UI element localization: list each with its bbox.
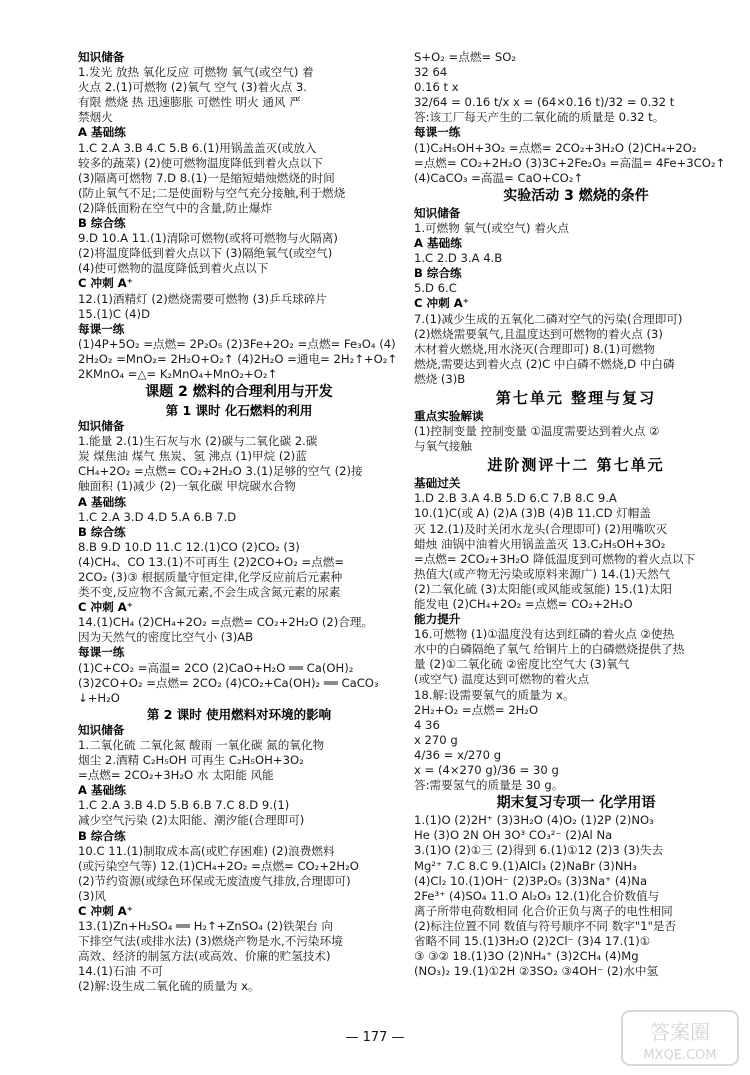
subsection-label: C 冲刺 A⁺: [414, 296, 469, 311]
answer-line: 2Fe³⁺ (4)SO₄ 11.O Al₂O₃ 12.(1)化合价数值与: [414, 888, 660, 903]
answer-line: 1.二氧化硫 二氧化氮 酸雨 一氧化碳 氮的氧化物: [78, 737, 325, 752]
answer-line: 2KMnO₄ =△= K₂MnO₄+MnO₂+O₂↑: [78, 366, 278, 381]
answer-line: 2H₂+O₂ =点燃= 2H₂O: [414, 702, 539, 717]
answer-line: 火点 2.(1)可燃物 (2)氧气 空气 (3)着火点 3.: [78, 80, 307, 95]
subsection-label: 每课一练: [414, 125, 461, 140]
subsection-label: A 基础练: [78, 125, 126, 140]
answer-line: (或空气) 温度达到可燃物的着火点: [414, 672, 590, 687]
answer-line: He (3)O 2N OH 3O³ CO₃²⁻ (2)Al Na: [414, 828, 613, 843]
answer-line: ↓+H₂O: [78, 690, 120, 705]
answer-line: (4)CaCO₃ =高温= CaO+CO₂↑: [414, 170, 584, 185]
answer-line: 15.(1)C (4)D: [78, 306, 150, 321]
answer-line: 下排空气法(或排水法) (3)燃烧产物是水,不污染环境: [78, 934, 343, 949]
answer-line: 2H₂O₂ =MnO₂= 2H₂O+O₂↑ (4)2H₂O =通电= 2H₂↑+O₂↑: [78, 351, 398, 366]
answer-line: (1)C₂H₅OH+3O₂ =点燃= 2CO₂+3H₂O (2)CH₄+2O₂: [414, 140, 697, 155]
answer-line: (NO₃)₂ 19.(1)①2H ②3SO₂ ③4OH⁻ (2)水中氢: [414, 964, 659, 979]
answer-line: 32 64: [414, 65, 448, 80]
answer-line: 量 (2)①二氧化硫 ②密度比空气大 (3)氧气: [414, 657, 630, 672]
unit-heading: 进阶测评十二 第七单元: [487, 456, 665, 475]
answer-line: 答:该工厂每天产生的二氧化硫的质量是 0.32 t。: [414, 110, 665, 125]
answer-line: Mg²⁺ 7.C 8.C 9.(1)AlCl₃ (2)NaBr (3)NH₃: [414, 858, 637, 873]
answer-line: =点燃= 2CO₂+3H₂O 降低温度到可燃物的着火点以下: [414, 551, 696, 566]
answer-line: (或污染空气等) 12.(1)CH₄+2O₂ =点燃= CO₂+2H₂O: [78, 858, 359, 873]
answer-line: (2)燃烧需要氧气,且温度达到可燃物的着火点 (3): [414, 326, 663, 341]
answer-line: (1)控制变量 控制变量 ①温度需要达到着火点 ②: [414, 424, 660, 439]
answer-line: 1.C 2.A 3.D 4.D 5.A 6.B 7.D: [78, 509, 237, 524]
answer-line: (1)4P+5O₂ =点燃= 2P₂O₅ (2)3Fe+2O₂ =点燃= Fe₃O₄ (4): [78, 336, 396, 351]
answer-line: 禁烟火: [78, 110, 113, 125]
answer-line: 2CO₂ (3)③ 根据质量守恒定律,化学反应前后元素种: [78, 570, 343, 584]
answer-line: CH₄+2O₂ =点燃= CO₂+2H₂O 3.(1)足够的空气 (2)接: [78, 464, 363, 479]
answer-line: 灭 12.(1)及时关闭水龙头(合理即可) (2)用嘴吹灭: [414, 521, 668, 536]
answer-line: 热值大(或产物无污染或原料来源广) 14.(1)天然气: [414, 566, 671, 581]
answer-line: (4)CH₄、CO 13.(1)不可再生 (2)2CO+O₂ =点燃=: [78, 554, 345, 569]
subsection-label: B 综合练: [414, 266, 462, 281]
answer-line: 12.(1)酒精灯 (2)燃烧需要可燃物 (3)乒乓球碎片: [78, 291, 327, 306]
answer-line: 1.发光 放热 氧化反应 可燃物 氧气(或空气) 着: [78, 65, 314, 80]
answer-line: 4/36 = x/270 g: [414, 747, 502, 762]
section-heading: 课题 2 燃料的合理利用与开发: [145, 384, 333, 401]
lesson-heading: 第 2 课时 使用燃料对环境的影响: [146, 706, 332, 722]
answer-line: 13.(1)Zn+H₂SO₄ ══ H₂↑+ZnSO₄ (2)铁架台 向: [78, 919, 334, 934]
subsection-label: 重点实验解读: [414, 408, 484, 423]
answer-line: 14.(1)石油 不可: [78, 964, 163, 979]
subsection-label: A 基础练: [78, 783, 126, 798]
answer-line: 燃烧,需要达到着火点 (2)C 中白磷不燃烧,D 中白磷: [414, 356, 675, 371]
answer-line: 有限 燃烧 热 迅速膨胀 可燃性 明火 通风 严: [78, 95, 301, 110]
answer-line: 1.D 2.B 3.A 4.B 5.D 6.C 7.B 8.C 9.A: [414, 491, 617, 506]
answer-line: (防止氧气不足;二是使面粉与空气充分接触,利于燃烧: [78, 185, 346, 200]
subsection-label: 能力提升: [414, 612, 461, 627]
answer-line: 4 36: [414, 717, 440, 732]
answer-line: 7.(1)减少生成的五氧化二磷对空气的污染(合理即可): [414, 311, 683, 326]
answer-line: 10.(1)C(或 A) (2)A (3)B (4)B 11.CD 灯帽盖: [414, 506, 651, 521]
answer-line: (3)隔离可燃物 7.D 8.(1)一是缩短蜡烛燃烧的时间: [78, 170, 335, 185]
subsection-label: 基础过关: [414, 476, 461, 491]
answer-line: (2)解:设生成二氧化硫的质量为 x。: [78, 979, 260, 994]
answer-line: (1)C+CO₂ =高温= 2CO (2)CaO+H₂O ══ Ca(OH)₂: [78, 660, 354, 675]
subsection-label: 知识储备: [78, 722, 125, 737]
subsection-label: C 冲刺 A⁺: [78, 600, 133, 615]
answer-line: 减少空气污染 (2)太阳能、潮汐能(合理即可): [78, 813, 305, 828]
answer-line: (2)二氧化硫 (3)太阳能(或风能或氢能) 15.(1)太阳: [414, 581, 673, 596]
subsection-label: 知识储备: [78, 50, 125, 64]
watermark-logo: [620, 1009, 740, 1067]
answer-line: (2)节约资源(或绿色环保或无废渣废气排放,合理即可): [78, 873, 351, 888]
watermark-text: 答案圈: [650, 1020, 710, 1044]
answer-line: 8.B 9.D 10.D 11.C 12.(1)CO (2)CO₂ (3): [78, 539, 300, 554]
answer-line: 类不变,反应物不含氮元素,不会生成含氮元素的尿素: [78, 585, 341, 600]
answer-line: 离子所带电荷数相同 化合价正负与离子的电性相同: [414, 903, 673, 918]
answer-line: 3.(1)O (2)①三 (2)得到 6.(1)①12 (2)3 (3)失去: [414, 843, 664, 858]
answer-line: 1.C 2.D 3.A 4.B: [414, 251, 503, 266]
watermark-sub: MXQE.COM: [643, 1048, 717, 1063]
answer-line: =点燃= CO₂+2H₂O (3)3C+2Fe₂O₃ =高温= 4Fe+3CO₂↑: [414, 155, 726, 170]
answer-line: 0.16 t x: [414, 80, 459, 95]
answer-line: 1.(1)O (2)2H⁺ (3)3H₂O (4)O₂ (1)2P (2)NO₃: [414, 813, 654, 828]
answer-line: 触面积 (1)减少 (2)一氧化碳 甲烷碳水合物: [78, 479, 296, 494]
answer-line: ③ ③② 18.(1)3O (2)NH₄⁺ (3)2CH₄ (4)Mg: [414, 949, 639, 964]
answer-line: (2)标注位置不同 数值与符号顺序不同 数字"1"是否: [414, 918, 677, 933]
page-number: — 177 —: [345, 1030, 405, 1045]
answer-line: 18.解:设需要氧气的质量为 x。: [414, 687, 575, 702]
answer-line: 能发电 (2)CH₄+2O₂ =点燃= CO₂+2H₂O: [414, 597, 633, 611]
answer-line: (4)使可燃物的温度降低到着火点以下: [78, 261, 269, 276]
answer-line: 32/64 = 0.16 t/x x = (64×0.16 t)/32 = 0.32 t: [414, 95, 675, 110]
answer-line: 1.C 2.A 3.B 4.C 5.B 6.(1)用锅盖盖灭(或放入: [78, 140, 317, 155]
answer-line: 答:需要氢气的质量是 30 g。: [414, 778, 564, 793]
answer-line: 较多的蔬菜) (2)使可燃物温度降低到着火点以下: [78, 155, 323, 170]
answer-line: (3)2CO+O₂ =点燃= 2CO₂ (4)CO₂+Ca(OH)₂ ══ CaCO₃: [78, 675, 379, 690]
answer-line: 1.可燃物 氧气(或空气) 着火点: [414, 220, 570, 235]
section-heading: 期末复习专项一 化学用语: [496, 795, 656, 812]
unit-heading: 第七单元 整理与复习: [495, 388, 657, 407]
subsection-label: B 综合练: [78, 524, 126, 539]
subsection-label: B 综合练: [78, 828, 126, 843]
answer-line: 蜡烛 油锅中油着火用锅盖盖灭 13.C₂H₅OH+3O₂: [414, 536, 666, 551]
lesson-heading: 第 1 课时 化石燃料的利用: [165, 403, 313, 419]
subsection-label: A 基础练: [414, 236, 462, 251]
answer-line: 木材着火燃烧,用水浇灭(合理即可) 8.(1)可燃物: [414, 341, 655, 356]
answer-line: 烟尘 2.酒精 C₂H₅OH 可再生 C₂H₅OH+3O₂: [78, 753, 304, 768]
subsection-label: 每课一练: [78, 645, 125, 660]
section-heading: 实验活动 3 燃烧的条件: [503, 187, 649, 204]
answer-line: 燃烧 (3)B: [414, 371, 466, 386]
answer-line: 与氧气接触: [414, 439, 472, 454]
answer-line: 高效、经济的制氢方法(或高效、价廉的贮氢技术): [78, 949, 331, 964]
answer-line: S+O₂ =点燃= SO₂: [414, 50, 516, 64]
subsection-label: C 冲刺 A⁺: [78, 903, 133, 918]
answer-line: 1.C 2.A 3.B 4.D 5.B 6.B 7.C 8.D 9.(1): [78, 798, 290, 813]
right-column: [414, 50, 738, 979]
answer-line: x = (4×270 g)/36 = 30 g: [414, 763, 559, 778]
answer-line: 14.(1)CH₄ (2)CH₄+2O₂ =点燃= CO₂+2H₂O (2)合理。: [78, 615, 374, 630]
answer-line: x 270 g: [414, 732, 458, 747]
answer-line: 9.D 10.A 11.(1)清除可燃物(或将可燃物与火隔离): [78, 231, 338, 246]
answer-line: =点燃= 2CO₂+3H₂O 水 太阳能 风能: [78, 768, 274, 783]
subsection-label: 知识储备: [78, 419, 125, 434]
answer-line: (3)风: [78, 888, 107, 903]
subsection-label: C 冲刺 A⁺: [78, 276, 133, 291]
answer-line: (2)将温度降低到着火点以下 (3)隔绝氧气(或空气): [78, 246, 333, 261]
answer-line: 炭 煤焦油 煤气 焦炭、氢 沸点 (1)甲烷 (2)蓝: [78, 449, 307, 464]
answer-line: 10.C 11.(1)制取成本高(或贮存困难) (2)浪费燃料: [78, 843, 335, 858]
subsection-label: 每课一练: [78, 321, 125, 336]
subsection-label: 知识储备: [414, 205, 461, 220]
answer-line: 5.D 6.C: [414, 281, 457, 296]
answer-line: (2)降低面粉在空气中的含量,防止爆炸: [78, 200, 273, 215]
answer-line: 1.能量 2.(1)生石灰与水 (2)碳与二氧化碳 2.碳: [78, 434, 318, 449]
answer-line: 16.可燃物 (1)①温度没有达到红磷的着火点 ②使热: [414, 627, 675, 642]
answer-line: 水中的白磷隔绝了氧气 给铜片上的白磷燃烧提供了热: [414, 642, 685, 657]
subsection-label: B 综合练: [78, 216, 126, 231]
answer-line: (4)Cl₂ 10.(1)OH⁻ (2)3P₂O₅ (3)3Na⁺ (4)Na: [414, 873, 648, 888]
subsection-label: A 基础练: [78, 494, 126, 509]
answer-line: 因为天然气的密度比空气小 (3)AB: [78, 630, 254, 645]
answer-line: 省略不同 15.(1)3H₂O (2)2Cl⁻ (3)4 17.(1)①: [414, 933, 651, 948]
left-column: [78, 50, 400, 995]
